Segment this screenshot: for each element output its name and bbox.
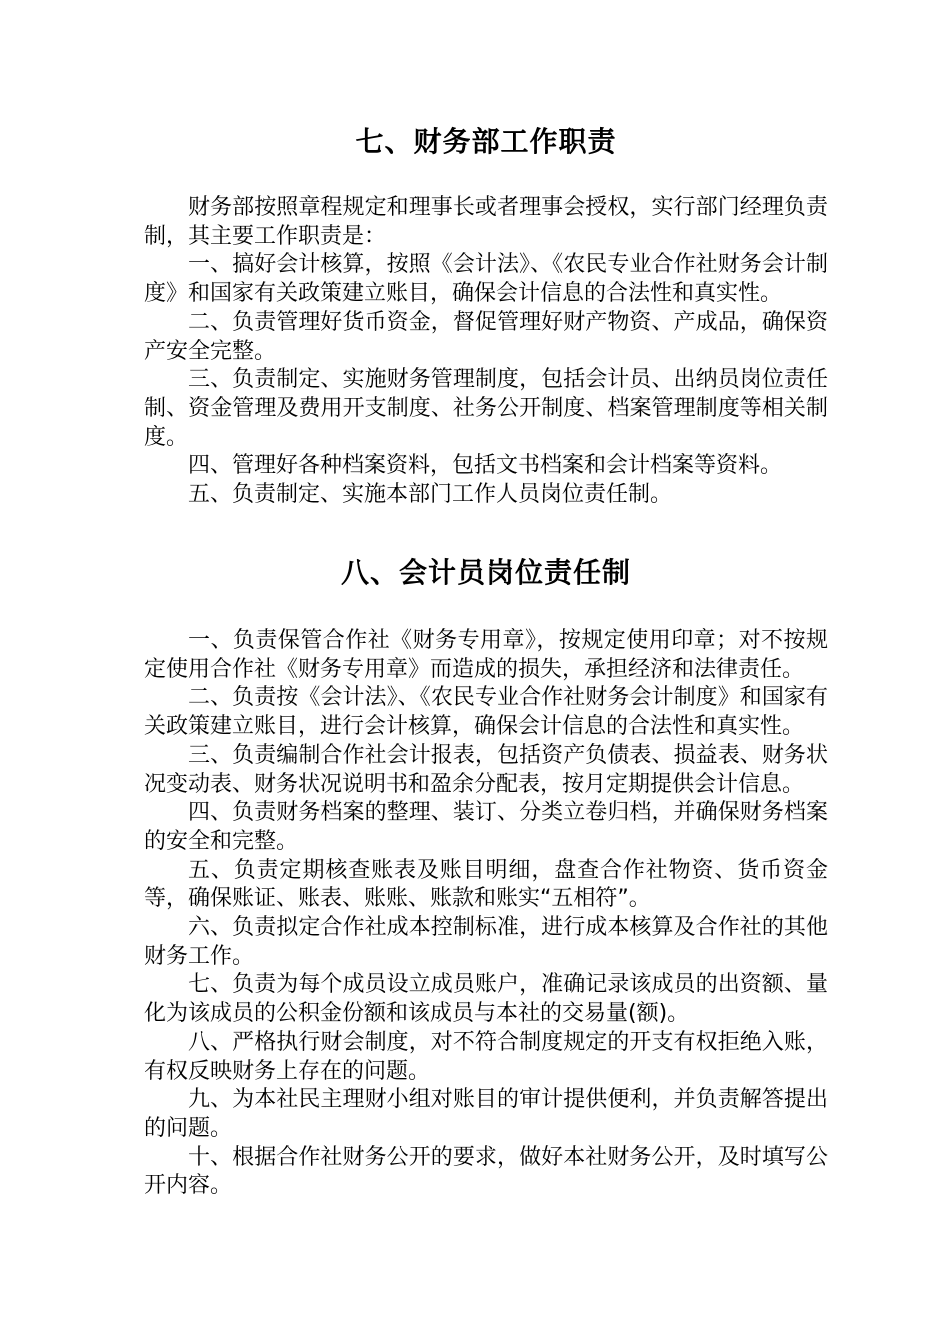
paragraph-item-2: 二、负责按《会计法》、《农民专业合作社财务会计制度》和国家有关政策建立账目，进行会计核算，确保会计信息的合法性和真实性。 — [144, 685, 828, 740]
paragraph-item-5: 五、负责制定、实施本部门工作人员岗位责任制。 — [188, 482, 673, 508]
paragraph-item-1: 一、负责保管合作社《财务专用章》，按规定使用印章；对不按规定使用合作社《财务专用章》而造成的损失，承担经济和法律责任。 — [144, 628, 828, 682]
section-heading: 八、会计员岗位责任制 — [340, 556, 631, 589]
paragraph-item-3: 三、负责制定、实施财务管理制度，包括会计员、出纳员岗位责任制、资金管理及费用开支制度、社务公开制度、档案管理制度等相关制度。 — [144, 367, 828, 450]
section-heading: 七、财务部工作职责 — [355, 125, 617, 158]
paragraph-item-6: 六、负责拟定合作社成本控制标准，进行成本核算及合作社的其他财务工作。 — [144, 915, 828, 969]
section-accountant-responsibility — [144, 553, 828, 1201]
paragraph-item-4: 四、管理好各种档案资料，包括文书档案和会计档案等资料。 — [188, 453, 783, 479]
paragraph-item-7: 七、负责为每个成员设立成员账户，准确记录该成员的出资额、量化为该成员的公积金份额和该成员与本社的交易量(额)。 — [144, 972, 828, 1027]
paragraph-item-2: 二、负责管理好货币资金，督促管理好财产物资、产成品，确保资产安全完整。 — [144, 309, 828, 364]
paragraph-item-1: 一、搞好会计核算，按照《会计法》、《农民专业合作社财务会计制度》和国家有关政策建立账目，确保会计信息的合法性和真实性。 — [144, 252, 828, 307]
paragraph-item-10: 十、根据合作社财务公开的要求，做好本社财务公开，及时填写公开内容。 — [144, 1144, 828, 1199]
paragraph-intro: 财务部按照章程规定和理事长或者理事会授权，实行部门经理负责制，其主要工作职责是： — [144, 195, 828, 249]
paragraph-item-5: 五、负责定期核查账表及账目明细，盘查合作社物资、货币资金等，确保账证、账表、账账、账款和账实“五相符”。 — [144, 857, 828, 912]
paragraph-item-4: 四、负责财务档案的整理、装订、分类立卷归档，并确保财务档案的安全和完整。 — [144, 800, 828, 854]
paragraph-item-9: 九、为本社民主理财小组对账目的审计提供便利，并负责解答提出的问题。 — [144, 1087, 828, 1141]
section-finance-department-duties — [144, 122, 828, 510]
paragraph-item-3: 三、负责编制合作社会计报表，包括资产负债表、损益表、财务状况变动表、财务状况说明书和盈余分配表，按月定期提供会计信息。 — [144, 742, 828, 797]
paragraph-item-8: 八、严格执行财会制度，对不符合制度规定的开支有权拒绝入账，有权反映财务上存在的问题。 — [144, 1029, 828, 1084]
